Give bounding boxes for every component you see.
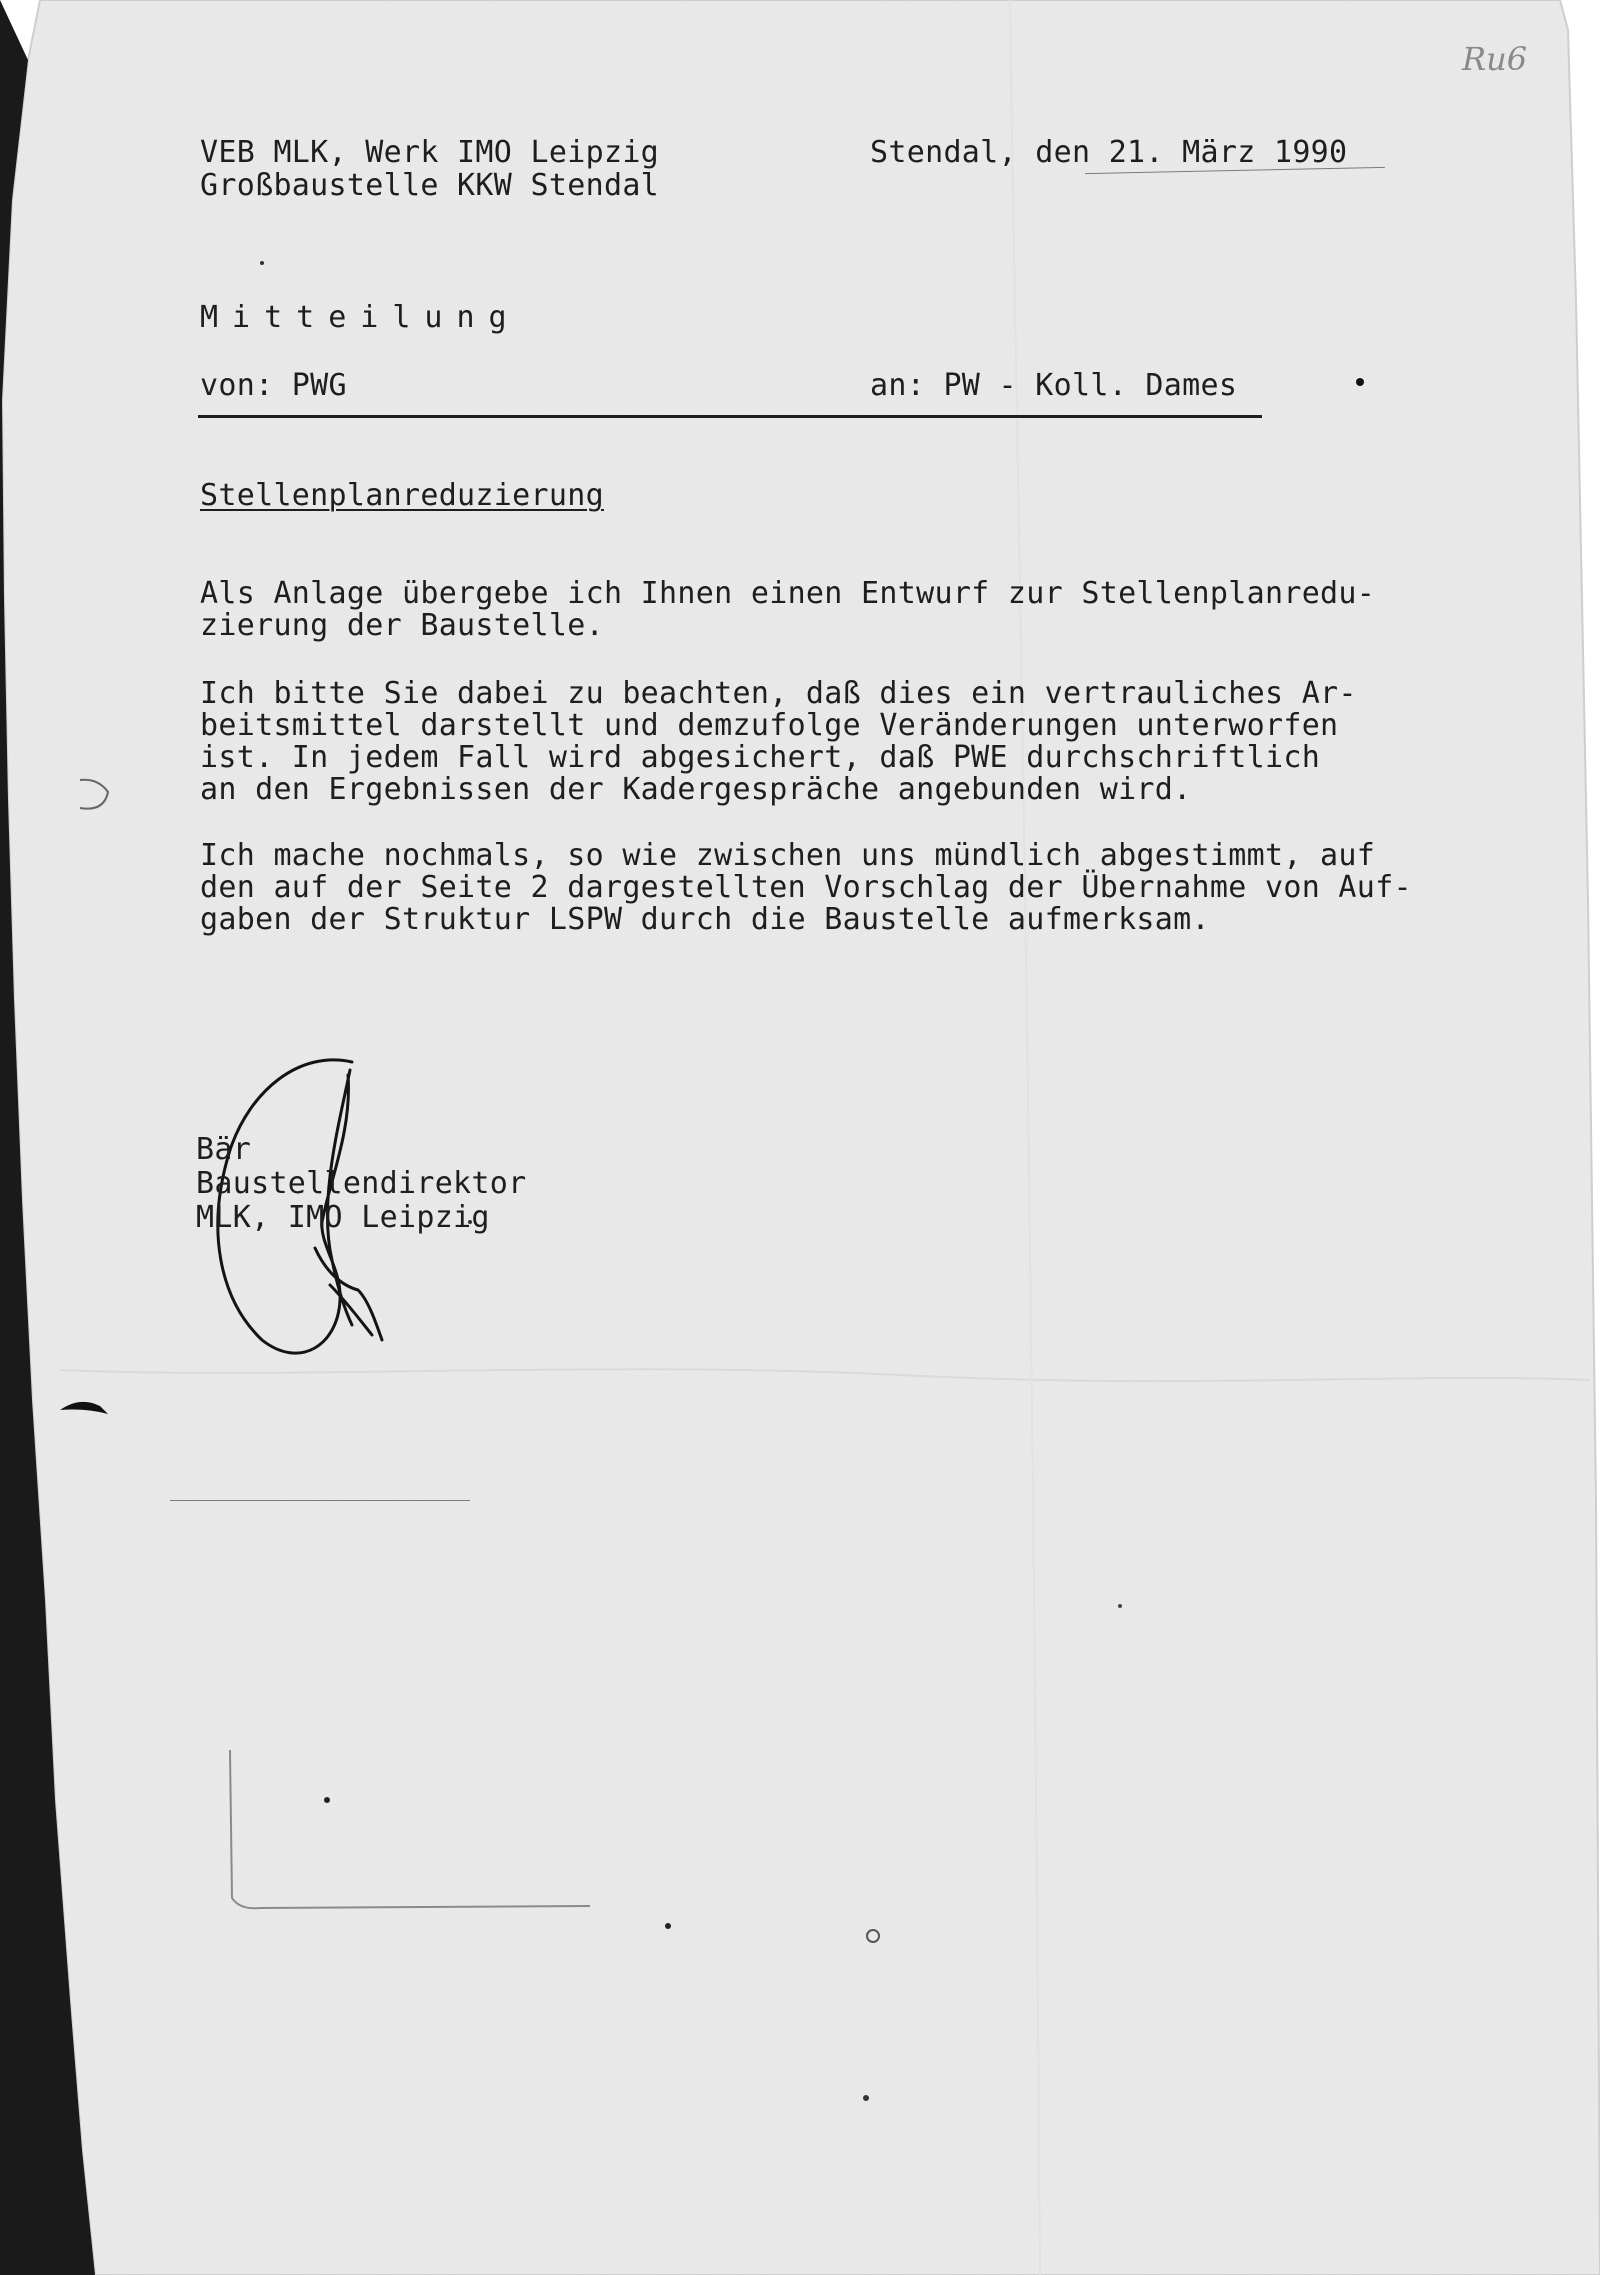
archive-pencil-mark: Ru6 <box>1462 40 1528 78</box>
sender-line-1: VEB MLK, Werk IMO Leipzig <box>200 135 660 170</box>
memo-to: an: PW - Koll. Dames <box>870 368 1238 403</box>
signatory-org: MLK, IMO Leipzig <box>196 1200 490 1235</box>
place-date: Stendal, den 21. März 1990 <box>870 135 1348 170</box>
signatory-name: Bär <box>196 1132 252 1167</box>
pencil-underline <box>170 1500 470 1501</box>
header-divider <box>198 415 1262 418</box>
memo-type-heading: Mitteilung <box>200 300 521 335</box>
body-paragraph-2: Ich bitte Sie dabei zu beachten, daß dies ein vertrauliches Ar- beitsmittel darstellt und demzufolge Veränderungen unterworfen ist. In jedem Fall wird abgesichert, daß PWE durchschriftlich an den Ergebnissen der Kadergespräche angebunden wird. <box>200 676 1357 807</box>
body-paragraph-3: Ich mache nochmals, so wie zwischen uns mündlich abgestimmt, auf den auf der Seite 2 dargestellten Vorschlag der Übernahme von Auf- gaben der Struktur LSPW durch die Baustelle aufmerksam. <box>200 838 1412 937</box>
subject-line: Stellenplanreduzierung <box>200 478 604 513</box>
body-paragraph-1: Als Anlage übergebe ich Ihnen einen Entwurf zur Stellenplanredu- zierung der Baustelle. <box>200 576 1376 643</box>
signatory-title: Baustellendirektor <box>196 1166 527 1201</box>
sender-line-2: Großbaustelle KKW Stendal <box>200 168 660 203</box>
memo-from: von: PWG <box>200 368 347 403</box>
